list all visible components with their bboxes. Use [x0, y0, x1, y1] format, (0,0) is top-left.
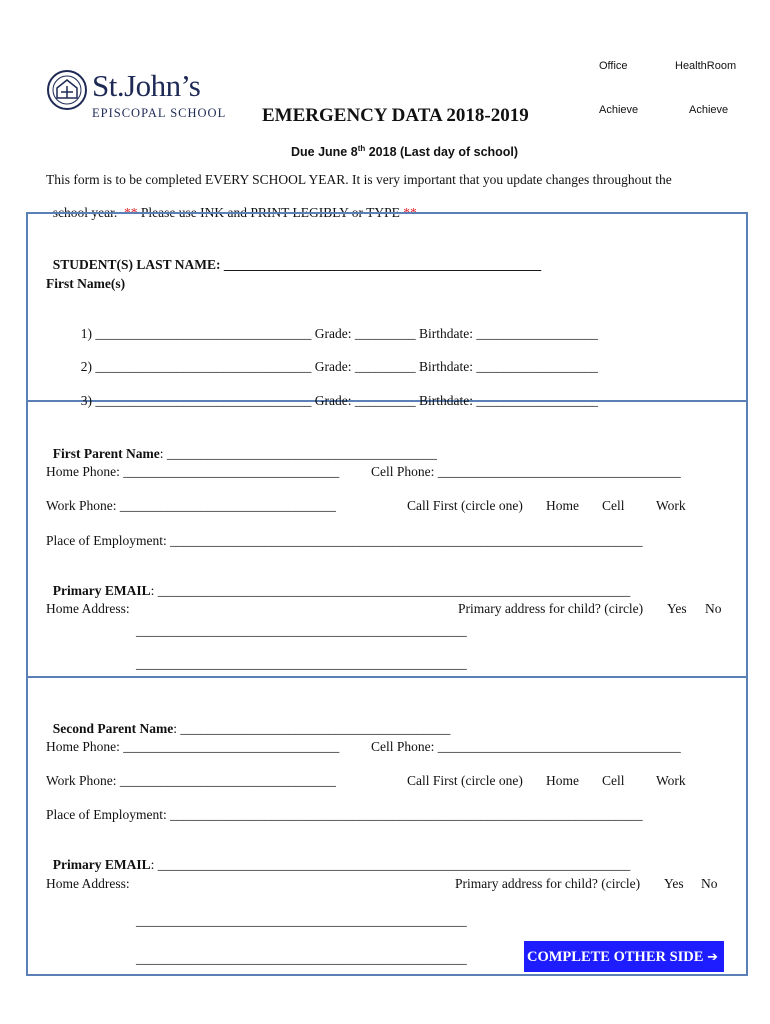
- student-first-name-field[interactable]: ________________________________: [95, 359, 312, 374]
- second-parent-call-work-option[interactable]: Work: [656, 773, 686, 788]
- first-parent-call-work-option[interactable]: Work: [656, 498, 686, 513]
- logo-subtitle: EPISCOPAL SCHOOL: [92, 106, 227, 120]
- office-achieve-label: Achieve: [599, 104, 639, 116]
- logo-name: St.John’s: [92, 68, 201, 103]
- second-parent-name-row[interactable]: [46, 705, 450, 737]
- first-parent-call-first-label: Call First (circle one): [407, 498, 523, 513]
- second-parent-email-field[interactable]: : ______________________________________________________________________: [150, 857, 631, 872]
- first-parent-name-label: First Parent Name: [52, 446, 160, 461]
- first-parent-email-row[interactable]: [46, 567, 630, 599]
- second-parent-address-line-2[interactable]: _________________________________________________: [136, 951, 467, 966]
- student-birthdate-field[interactable]: Birthdate: __________________: [418, 326, 598, 341]
- second-parent-primary-yes[interactable]: Yes: [664, 876, 684, 891]
- page-title: EMERGENCY DATA 2018-2019: [262, 105, 529, 126]
- second-parent-name-field[interactable]: : ________________________________________: [173, 721, 451, 736]
- student-grade-field[interactable]: Grade: _________: [311, 326, 419, 341]
- second-parent-primary-no[interactable]: No: [701, 876, 718, 891]
- healthroom-achieve-label: Achieve: [689, 104, 729, 116]
- second-parent-cell-phone[interactable]: Cell Phone: ____________________________________: [371, 739, 681, 754]
- student-row-num: 3): [80, 393, 96, 408]
- healthroom-label: HealthRoom: [675, 60, 737, 72]
- second-parent-work-phone[interactable]: Work Phone: ________________________________: [46, 773, 336, 788]
- first-parent-name-row[interactable]: [46, 430, 437, 462]
- due-sup: th: [357, 144, 366, 153]
- student-last-name-line[interactable]: _______________________________________________: [223, 257, 542, 272]
- second-parent-home-phone[interactable]: Home Phone: ________________________________: [46, 739, 340, 754]
- first-parent-call-home-option[interactable]: Home: [546, 498, 579, 513]
- intro-stars-1: **: [123, 205, 138, 220]
- first-parent-address-label: Home Address:: [46, 601, 130, 616]
- second-parent-call-home-option[interactable]: Home: [546, 773, 579, 788]
- office-label: Office: [599, 60, 628, 72]
- complete-other-side-button[interactable]: [524, 941, 724, 972]
- student-row-num: 2): [80, 359, 96, 374]
- student-grade-field[interactable]: Grade: _________: [311, 359, 419, 374]
- student-row-2[interactable]: [74, 343, 598, 375]
- first-parent-email-label: Primary EMAIL: [52, 583, 151, 598]
- first-parent-address-line-1[interactable]: _________________________________________________: [136, 623, 467, 638]
- school-logo: [46, 68, 236, 124]
- student-first-name-field[interactable]: ________________________________: [95, 393, 312, 408]
- student-row-3[interactable]: [74, 377, 598, 409]
- first-parent-home-phone[interactable]: Home Phone: ________________________________: [46, 464, 340, 479]
- first-parent-address-line-2[interactable]: _________________________________________________: [136, 656, 467, 671]
- student-first-name-field[interactable]: ________________________________: [95, 326, 312, 341]
- due-date: [291, 141, 518, 160]
- intro-stars-2: **: [403, 205, 417, 220]
- student-last-name-label: STUDENT(S) LAST NAME:: [52, 257, 224, 272]
- second-parent-address-line-1[interactable]: _________________________________________________: [136, 913, 467, 928]
- intro-line-2-start: school year.: [52, 205, 124, 220]
- student-row-1[interactable]: [74, 310, 598, 342]
- first-parent-call-cell-option[interactable]: Cell: [602, 498, 625, 513]
- first-parent-name-field[interactable]: : ________________________________________: [159, 446, 437, 461]
- due-suffix: 2018 (Last day of school): [365, 145, 519, 160]
- school-seal-icon: [46, 68, 88, 112]
- second-parent-call-cell-option[interactable]: Cell: [602, 773, 625, 788]
- second-parent-employment[interactable]: Place of Employment: ______________________________________________________________________: [46, 807, 643, 822]
- first-parent-cell-phone[interactable]: Cell Phone: ____________________________________: [371, 464, 681, 479]
- first-parent-primary-yes[interactable]: Yes: [667, 601, 687, 616]
- second-parent-primary-question: Primary address for child? (circle): [455, 876, 641, 891]
- first-names-label: First Name(s): [46, 276, 126, 291]
- second-parent-call-first-label: Call First (circle one): [407, 773, 523, 788]
- student-grade-field[interactable]: Grade: _________: [311, 393, 419, 408]
- arrow-right-icon: ➔: [707, 949, 718, 964]
- complete-other-side-label: COMPLETE OTHER SIDE: [527, 949, 704, 965]
- first-parent-primary-no[interactable]: No: [705, 601, 722, 616]
- first-parent-email-field[interactable]: : ______________________________________________________________________: [150, 583, 631, 598]
- intro-line-2-mid: Please use INK and PRINT LEGIBLY or TYPE: [137, 205, 404, 220]
- first-parent-work-phone[interactable]: Work Phone: ________________________________: [46, 498, 336, 513]
- student-birthdate-field[interactable]: Birthdate: __________________: [418, 359, 598, 374]
- first-parent-primary-question: Primary address for child? (circle): [458, 601, 644, 616]
- student-birthdate-field[interactable]: Birthdate: __________________: [418, 393, 598, 408]
- second-parent-name-label: Second Parent Name: [52, 721, 174, 736]
- second-parent-email-label: Primary EMAIL: [52, 857, 151, 872]
- student-last-name-row[interactable]: [46, 241, 541, 273]
- due-prefix: Due June 8: [291, 145, 358, 160]
- second-parent-address-label: Home Address:: [46, 876, 130, 891]
- first-parent-employment[interactable]: Place of Employment: ______________________________________________________________________: [46, 533, 643, 548]
- second-parent-email-row[interactable]: [46, 841, 630, 873]
- student-row-num: 1): [80, 326, 96, 341]
- intro-line-1: This form is to be completed EVERY SCHOOL YEAR. It is very important that you update changes throughout the: [46, 172, 672, 187]
